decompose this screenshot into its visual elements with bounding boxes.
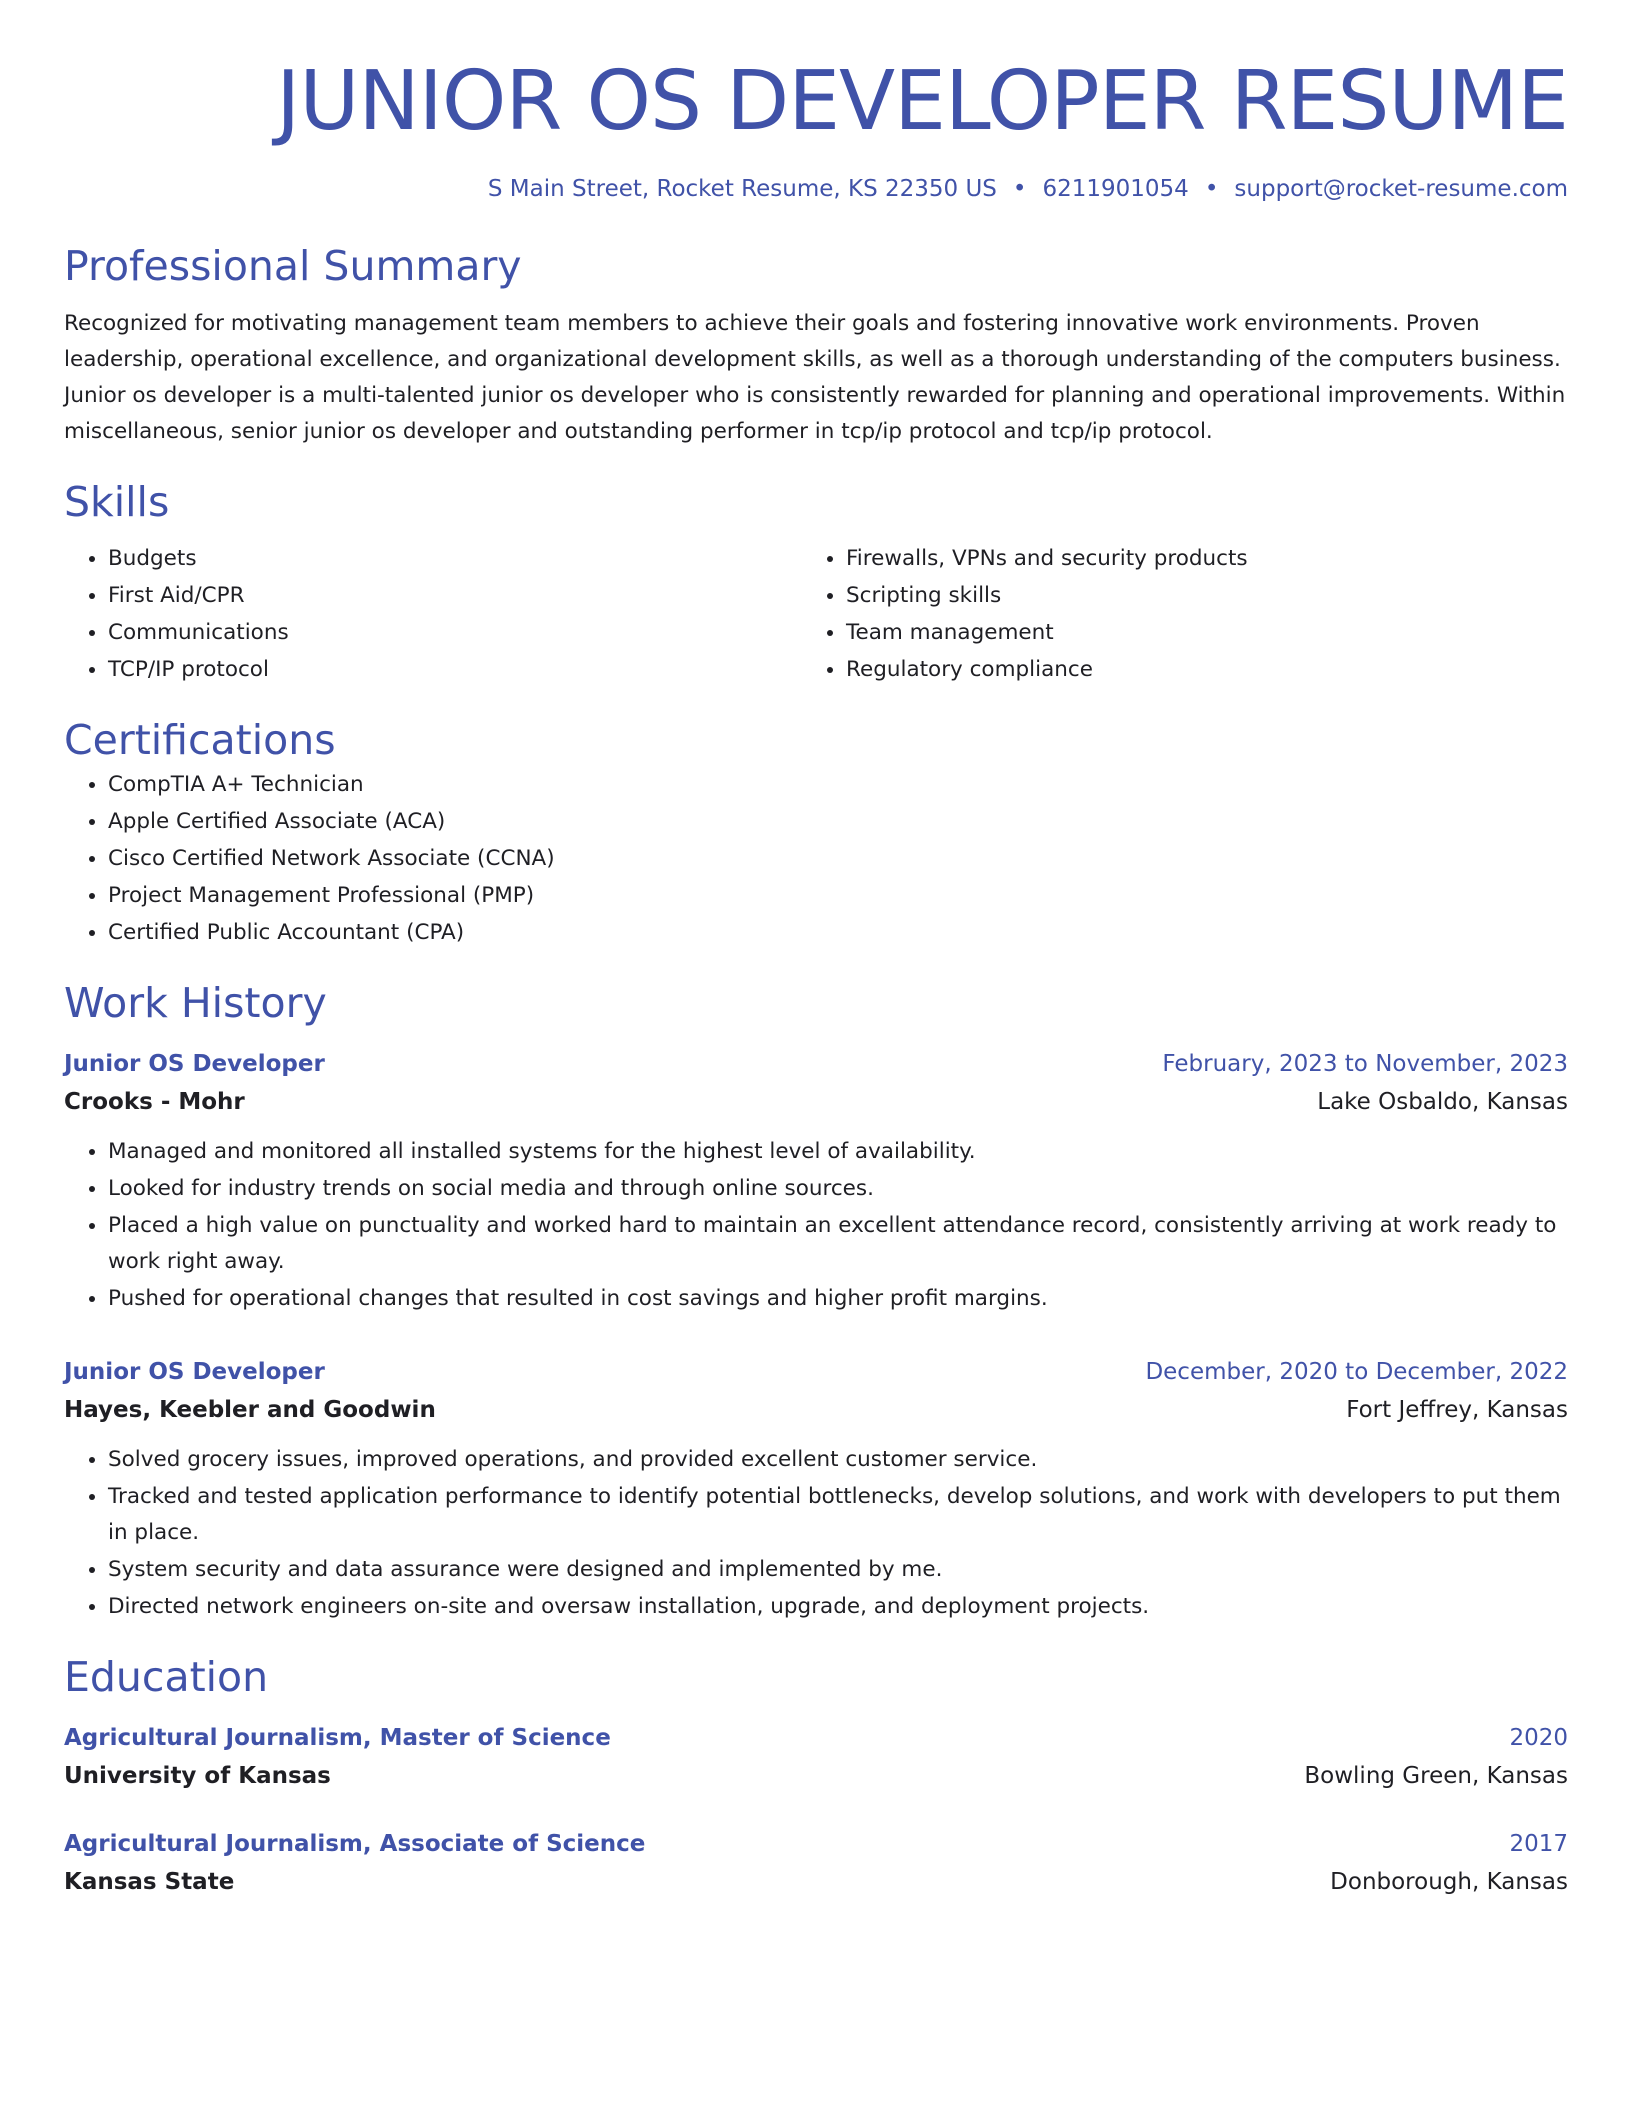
education-school-row: [64, 1757, 1568, 1795]
job-role: Junior OS Developer: [64, 1359, 325, 1385]
job-entry: [64, 1045, 1568, 1317]
section-heading-skills: Skills: [64, 478, 170, 526]
list-item: • Scripting skills: [846, 577, 1248, 614]
list-item: • Team management: [846, 614, 1248, 651]
list-item: • System security and data assurance were designed and implemented by me.: [108, 1551, 1568, 1588]
list-item: • Firewalls, VPNs and security products: [846, 540, 1248, 577]
contact-line: [64, 172, 1568, 206]
education-header-row: [64, 1719, 1568, 1757]
certifications-list: [64, 766, 1568, 951]
section-heading-education: Education: [64, 1653, 269, 1701]
summary-text: Recognized for motivating management team members to achieve their goals and fostering innovative work environments. Proven leadership, operational excellence, and organizational development skills, as well as a thorough understanding of the computers business. Junior os developer is a multi-talented junior os developer who is consistently rewarded for planning and operational improvements. Within miscellaneous, senior junior os developer and outstanding performer in tcp/ip protocol and tcp/ip protocol.: [64, 311, 1566, 444]
contact-separator: •: [1012, 176, 1027, 202]
education-entry: [64, 1719, 1568, 1795]
contact-separator: •: [1204, 176, 1219, 202]
education-year: 2020: [1509, 1725, 1568, 1751]
section-heading-certifications: Certifications: [64, 716, 336, 764]
education-location: Bowling Green, Kansas: [1304, 1763, 1568, 1789]
list-item: • Solved grocery issues, improved operations, and provided excellent customer service.: [108, 1441, 1568, 1478]
education-header-row: [64, 1825, 1568, 1863]
skills-column-right: [802, 540, 1248, 688]
job-company: Hayes, Keebler and Goodwin: [64, 1397, 436, 1423]
list-item: • First Aid/CPR: [108, 577, 802, 614]
resume-title: JUNIOR OS DEVELOPER RESUME: [276, 54, 1568, 149]
list-item: • CompTIA A+ Technician: [108, 766, 1568, 803]
skills-column-left: [64, 540, 802, 688]
education-year: 2017: [1509, 1831, 1568, 1857]
job-company-row: [64, 1391, 1568, 1429]
job-location: Fort Jeffrey, Kansas: [1346, 1397, 1568, 1423]
list-item: • Regulatory compliance: [846, 651, 1248, 688]
job-header-row: [64, 1045, 1568, 1083]
contact-email: support@rocket-resume.com: [1234, 176, 1568, 202]
education-degree: Agricultural Journalism, Master of Science: [64, 1725, 611, 1751]
list-item: • Certified Public Accountant (CPA): [108, 914, 1568, 951]
job-bullets: [64, 1441, 1568, 1625]
section-heading-work-history: Work History: [64, 979, 327, 1027]
job-company: Crooks - Mohr: [64, 1089, 245, 1115]
list-item: • TCP/IP protocol: [108, 651, 802, 688]
job-location: Lake Osbaldo, Kansas: [1317, 1089, 1568, 1115]
job-dates: February, 2023 to November, 2023: [1162, 1051, 1568, 1077]
list-item: • Looked for industry trends on social media and through online sources.: [108, 1170, 1568, 1207]
list-item: • Cisco Certified Network Associate (CCNA): [108, 840, 1568, 877]
education-location: Donborough, Kansas: [1330, 1869, 1568, 1895]
education-school: University of Kansas: [64, 1763, 331, 1789]
list-item: • Managed and monitored all installed systems for the highest level of availability.: [108, 1133, 1568, 1170]
list-item: • Budgets: [108, 540, 802, 577]
section-heading-summary: Professional Summary: [64, 242, 522, 290]
education-school-row: [64, 1863, 1568, 1901]
skills-list: [64, 540, 1568, 688]
list-item: • Directed network engineers on-site and oversaw installation, upgrade, and deployment projects.: [108, 1588, 1568, 1625]
list-item: • Project Management Professional (PMP): [108, 877, 1568, 914]
job-bullets: [64, 1133, 1568, 1317]
contact-phone: 6211901054: [1042, 176, 1189, 202]
list-item: • Placed a high value on punctuality and worked hard to maintain an excellent attendance record, consistently arriving at work ready to work right away.: [108, 1207, 1568, 1280]
education-degree: Agricultural Journalism, Associate of Science: [64, 1831, 646, 1857]
list-item: • Pushed for operational changes that resulted in cost savings and higher profit margins.: [108, 1280, 1568, 1317]
job-company-row: [64, 1083, 1568, 1121]
education-school: Kansas State: [64, 1869, 235, 1895]
contact-address: S Main Street, Rocket Resume, KS 22350 US: [487, 176, 997, 202]
job-entry: [64, 1353, 1568, 1625]
list-item: • Tracked and tested application performance to identify potential bottlenecks, develop solutions, and work with developers to put them in place.: [108, 1478, 1568, 1551]
list-item: • Apple Certified Associate (ACA): [108, 803, 1568, 840]
job-role: Junior OS Developer: [64, 1051, 325, 1077]
job-header-row: [64, 1353, 1568, 1391]
education-entry: [64, 1825, 1568, 1901]
job-dates: December, 2020 to December, 2022: [1145, 1359, 1568, 1385]
list-item: • Communications: [108, 614, 802, 651]
